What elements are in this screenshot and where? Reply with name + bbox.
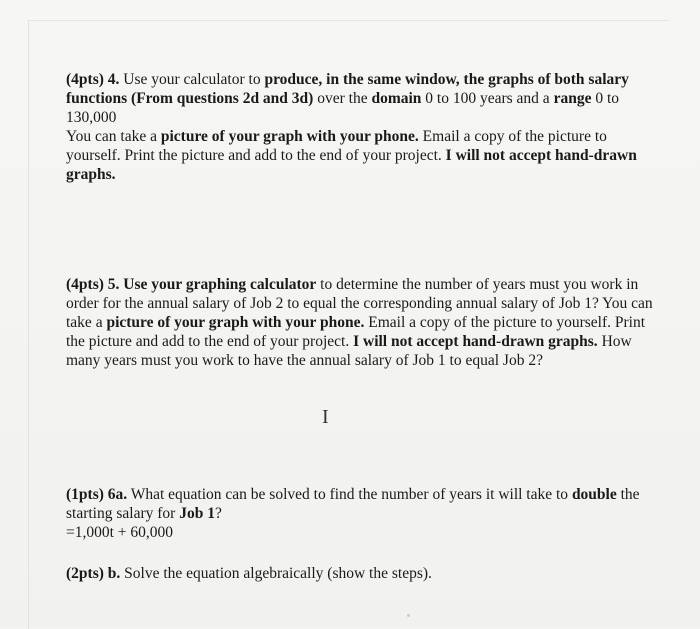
question-4-text: [66, 70, 656, 127]
points-label: (1pts): [66, 486, 104, 503]
question-6b-text: [66, 564, 656, 583]
text-run: the starting salary for: [66, 486, 640, 522]
text-run: What equation can be solved to find the number of years it will take to: [127, 486, 572, 503]
points-label: (2pts): [66, 565, 104, 582]
bold-run: I will not accept hand-drawn graphs.: [353, 333, 598, 350]
text-run: over the: [313, 90, 372, 107]
bold-run: Job 1: [179, 505, 215, 522]
question-5: [66, 275, 656, 370]
text-run: to determine the number of years must you work in order for the annual salary of Job 2 to equal the corresponding annual salary of Job 1? You can take a: [66, 276, 653, 331]
text-run: Solve the equation algebraically (show the steps).: [120, 565, 432, 582]
points-label: (4pts): [66, 276, 104, 293]
question-number: b.: [103, 565, 121, 582]
bold-run: range: [553, 90, 592, 107]
text-run: ?: [214, 505, 222, 522]
text-run: 0 to 130,000: [66, 90, 620, 126]
question-6a: [66, 485, 656, 542]
text-run: You can take a: [66, 128, 161, 145]
bold-run: picture of your graph with your phone.: [106, 314, 365, 331]
text-run: Email a copy of the picture to yourself. Print the picture and add to the end of your project.: [66, 314, 646, 350]
text-run: Email a copy of the picture to yourself. Print the picture and add to the end of your project.: [66, 128, 607, 164]
points-label: (4pts): [66, 71, 104, 88]
bold-run: 5. Use your graphing calculator: [103, 276, 317, 293]
bold-run: picture of your graph with your phone.: [160, 128, 419, 145]
question-5-text: [66, 275, 656, 370]
bold-run: double: [571, 486, 617, 503]
question-6a-answer[interactable]: =1,000t + 60,000: [66, 524, 174, 541]
bold-run: I will not accept hand-drawn graphs.: [66, 147, 637, 183]
question-4-instructions: [66, 127, 656, 184]
text-run: Use your calculator to: [119, 71, 265, 88]
text-run: How many years must you work to have the annual salary of Job 1 to equal Job 2?: [66, 333, 632, 369]
question-number: 6a.: [103, 486, 128, 503]
question-4: [66, 70, 656, 184]
text-cursor-icon: I: [322, 406, 329, 428]
speck-mark: [407, 614, 410, 617]
question-6b: [66, 564, 656, 583]
text-run: 0 to 100 years and a: [421, 90, 554, 107]
bold-run: produce, in the same window, the graphs of both salary functions (From questions 2d and 3d): [66, 71, 629, 107]
bold-run: domain: [371, 90, 422, 107]
question-number: 4.: [107, 71, 120, 88]
question-6a-text: [66, 485, 656, 523]
